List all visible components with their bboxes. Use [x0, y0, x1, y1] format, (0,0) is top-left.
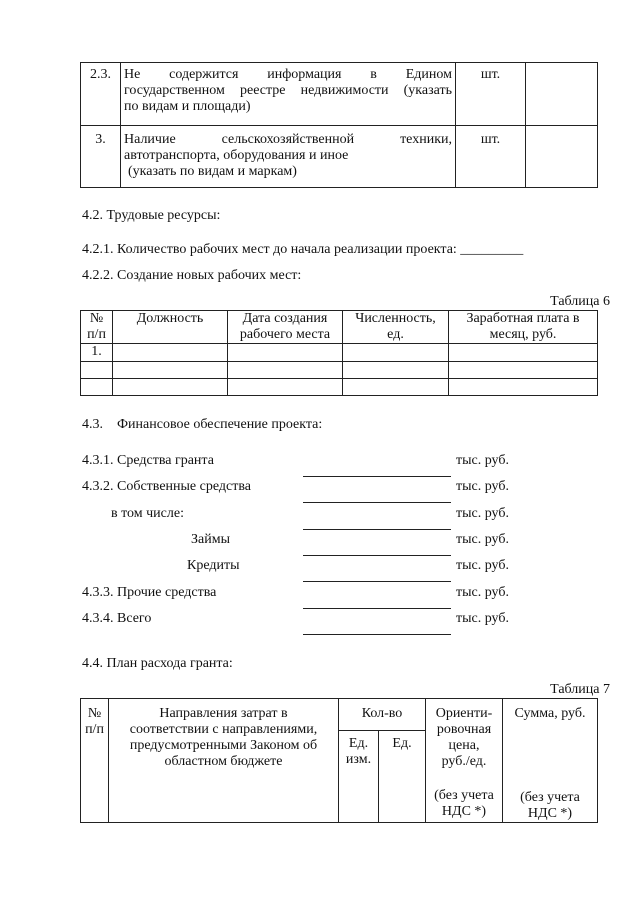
funding-label-grant: 4.3.1. Средства гранта — [82, 453, 214, 468]
header-salary: Заработная плата в месяц, руб. — [449, 311, 598, 344]
funding-unit: тыс. руб. — [456, 506, 509, 521]
table-row — [81, 63, 598, 126]
header-number: № п/п — [81, 699, 109, 823]
equipment-table — [80, 62, 598, 188]
funding-label-total: 4.3.4. Всего — [82, 611, 152, 626]
header-unit-measure: Ед. изм. — [339, 731, 379, 823]
funding-underline[interactable] — [303, 634, 451, 635]
row-description: Не содержится информация в Едином государственном реестре недвижимости (указать по видам и площади) — [121, 63, 456, 126]
table-cell[interactable] — [81, 379, 113, 396]
table-cell[interactable] — [449, 362, 598, 379]
table-cell[interactable] — [343, 344, 449, 362]
funding-unit: тыс. руб. — [456, 479, 509, 494]
section-4-2-title: 4.2. Трудовые ресурсы: — [82, 208, 221, 223]
funding-label-loans: Займы — [191, 532, 230, 547]
header-directions: Направления затрат в соответствии с направлениями, предусмотренными Законом об областном бюджете — [109, 699, 339, 823]
table-cell[interactable] — [113, 379, 228, 396]
table-cell[interactable] — [81, 362, 113, 379]
table-header-row — [81, 699, 598, 731]
funding-underline[interactable] — [303, 502, 451, 503]
table-cell[interactable] — [343, 362, 449, 379]
funding-unit: тыс. руб. — [456, 611, 509, 626]
funding-label-including: в том числе: — [111, 506, 184, 521]
funding-label-other: 4.3.3. Прочие средства — [82, 585, 217, 600]
header-count: Численность, ед. — [343, 311, 449, 344]
row-number: 2.3. — [81, 63, 121, 126]
header-number: № п/п — [81, 311, 113, 344]
table-cell[interactable] — [113, 344, 228, 362]
table-cell[interactable] — [113, 362, 228, 379]
row-description: Наличие сельскохозяйственной техники, автотранспорта, оборудования и иное (указать по видам и маркам) — [121, 126, 456, 188]
section-4-3-title: 4.3. Финансовое обеспечение проекта: — [82, 417, 323, 432]
funding-label-own: 4.3.2. Собственные средства — [82, 479, 251, 494]
funding-unit: тыс. руб. — [456, 453, 509, 468]
table-cell[interactable] — [343, 379, 449, 396]
funding-underline[interactable] — [303, 476, 451, 477]
table-cell[interactable] — [449, 379, 598, 396]
header-position: Должность — [113, 311, 228, 344]
funding-underline[interactable] — [303, 581, 451, 582]
item-4-2-2: 4.2.2. Создание новых рабочих мест: — [82, 268, 302, 283]
grant-plan-table — [80, 698, 598, 823]
table-row — [81, 362, 598, 379]
header-date: Дата создания рабочего места — [228, 311, 343, 344]
funding-underline[interactable] — [303, 608, 451, 609]
item-4-2-1: 4.2.1. Количество рабочих мест до начала реализации проекта: _________ — [82, 242, 524, 257]
table-cell[interactable] — [228, 379, 343, 396]
table-header-row — [81, 311, 598, 344]
funding-underline[interactable] — [303, 555, 451, 556]
header-sum: Сумма, руб. (без учета НДС *) — [503, 699, 598, 823]
funding-unit: тыс. руб. — [456, 585, 509, 600]
table-row — [81, 126, 598, 188]
table-row — [81, 379, 598, 396]
row-number: 1. — [81, 344, 113, 362]
header-units: Ед. — [379, 731, 426, 823]
funding-label-credits: Кредиты — [187, 558, 240, 573]
funding-underline[interactable] — [303, 529, 451, 530]
header-quantity: Кол-во — [339, 699, 426, 731]
row-unit: шт. — [456, 63, 526, 126]
header-price: Ориенти- ровочная цена, руб./ед. (без учета НДС *) — [426, 699, 503, 823]
row-unit: шт. — [456, 126, 526, 188]
table-cell[interactable] — [449, 344, 598, 362]
table-cell[interactable] — [228, 362, 343, 379]
row-value-cell[interactable] — [526, 63, 598, 126]
jobs-table — [80, 310, 598, 396]
table-row — [81, 344, 598, 362]
table7-caption: Таблица 7 — [550, 682, 610, 697]
table-cell[interactable] — [228, 344, 343, 362]
row-value-cell[interactable] — [526, 126, 598, 188]
section-4-4-title: 4.4. План расхода гранта: — [82, 656, 233, 671]
funding-unit: тыс. руб. — [456, 532, 509, 547]
funding-unit: тыс. руб. — [456, 558, 509, 573]
row-number: 3. — [81, 126, 121, 188]
table6-caption: Таблица 6 — [550, 294, 610, 309]
